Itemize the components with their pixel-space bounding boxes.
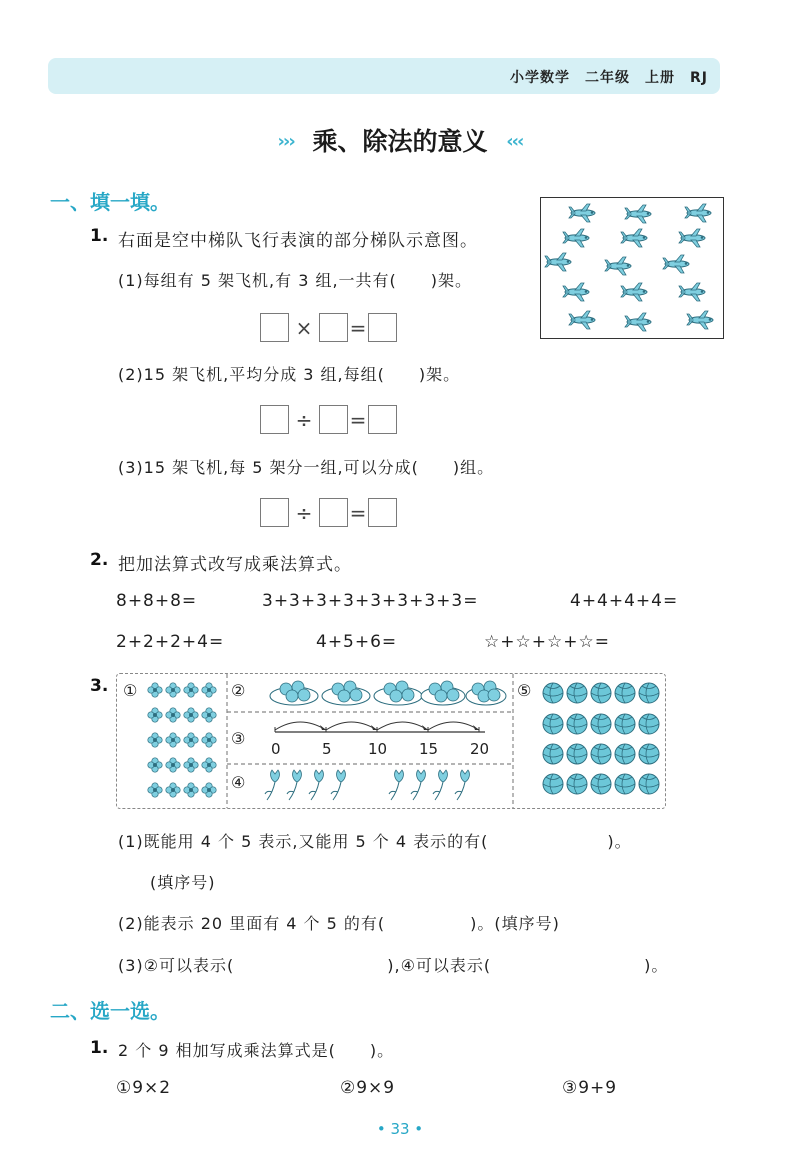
label-5: ⑤: [517, 681, 532, 700]
answer-box[interactable]: [260, 405, 289, 434]
section-2-title: 二、选一选。: [50, 999, 170, 1023]
divide-sign: ÷: [295, 407, 313, 432]
q3-part1: (1)既能用 4 个 5 表示,又能用 5 个 4 表示的有( )。: [118, 832, 632, 851]
addition-expression: 4+5+6=: [316, 632, 398, 652]
tick-label: 10: [368, 740, 388, 758]
page-title: [0, 122, 800, 158]
option-3[interactable]: ③9+9: [562, 1078, 618, 1098]
answer-box[interactable]: [368, 313, 397, 342]
tick-label: 5: [322, 740, 332, 758]
q3-illustration: [117, 674, 665, 808]
title-text: 乘、除法的意义: [312, 127, 488, 156]
q3-part2: (2)能表示 20 里面有 4 个 5 的有( )。(填序号): [118, 914, 560, 933]
addition-expression: 2+2+2+4=: [116, 632, 225, 652]
answer-box[interactable]: [368, 405, 397, 434]
q1-part1: (1)每组有 5 架飞机,有 3 组,一共有( )架。: [118, 271, 473, 290]
addition-expression: ☆+☆+☆+☆=: [484, 632, 610, 652]
addition-expression: 4+4+4+4=: [570, 591, 679, 611]
answer-box[interactable]: [260, 313, 289, 342]
label-4: ④: [231, 773, 246, 792]
section-1-title: 一、填一填。: [50, 190, 170, 214]
tick-label: 20: [470, 740, 490, 758]
chevrons-left-icon: ‹‹‹: [506, 131, 523, 152]
q4-number: 1.: [90, 1038, 109, 1058]
tick-label: 0: [271, 740, 281, 758]
addition-expression: 3+3+3+3+3+3+3+3=: [262, 591, 479, 611]
equals-sign: =: [349, 407, 367, 432]
label-1: ①: [123, 681, 138, 700]
q1-text: 右面是空中梯队飞行表演的部分梯队示意图。: [118, 231, 478, 251]
answer-box[interactable]: [319, 313, 348, 342]
q2-text: 把加法算式改写成乘法算式。: [118, 555, 352, 575]
answer-box[interactable]: [368, 498, 397, 527]
q4-text: 2 个 9 相加写成乘法算式是( )。: [118, 1041, 395, 1060]
equals-sign: =: [349, 315, 367, 340]
times-sign: ×: [295, 315, 313, 340]
label-3: ③: [231, 729, 246, 748]
chevrons-right-icon: ›››: [277, 131, 294, 152]
tick-label: 15: [419, 740, 439, 758]
q1-part2: (2)15 架飞机,平均分成 3 组,每组( )架。: [118, 365, 461, 384]
q1-number: 1.: [90, 226, 109, 246]
header-band: [48, 58, 720, 94]
q3-number: 3.: [90, 676, 109, 696]
page-number: • 33 •: [376, 1120, 424, 1138]
q1-part3: (3)15 架飞机,每 5 架分一组,可以分成( )组。: [118, 458, 495, 477]
q3-figure: [116, 673, 666, 809]
option-2[interactable]: ②9×9: [340, 1078, 396, 1098]
label-2: ②: [231, 681, 246, 700]
q3-part3: (3)②可以表示( ),④可以表示( )。: [118, 956, 669, 975]
addition-expression: 8+8+8=: [116, 591, 198, 611]
planes-figure: [540, 197, 724, 339]
planes-illustration: [541, 198, 723, 338]
answer-box[interactable]: [319, 498, 348, 527]
q3-part1-note: (填序号): [150, 873, 216, 892]
q1-equation-2: [260, 405, 397, 437]
book-info: 小学数学 二年级 上册 RJ: [510, 70, 708, 86]
equals-sign: =: [349, 500, 367, 525]
q2-number: 2.: [90, 550, 109, 570]
q1-equation-3: [260, 498, 397, 530]
option-1[interactable]: ①9×2: [116, 1078, 172, 1098]
q1-equation-1: [260, 313, 397, 345]
divide-sign: ÷: [295, 500, 313, 525]
answer-box[interactable]: [260, 498, 289, 527]
answer-box[interactable]: [319, 405, 348, 434]
